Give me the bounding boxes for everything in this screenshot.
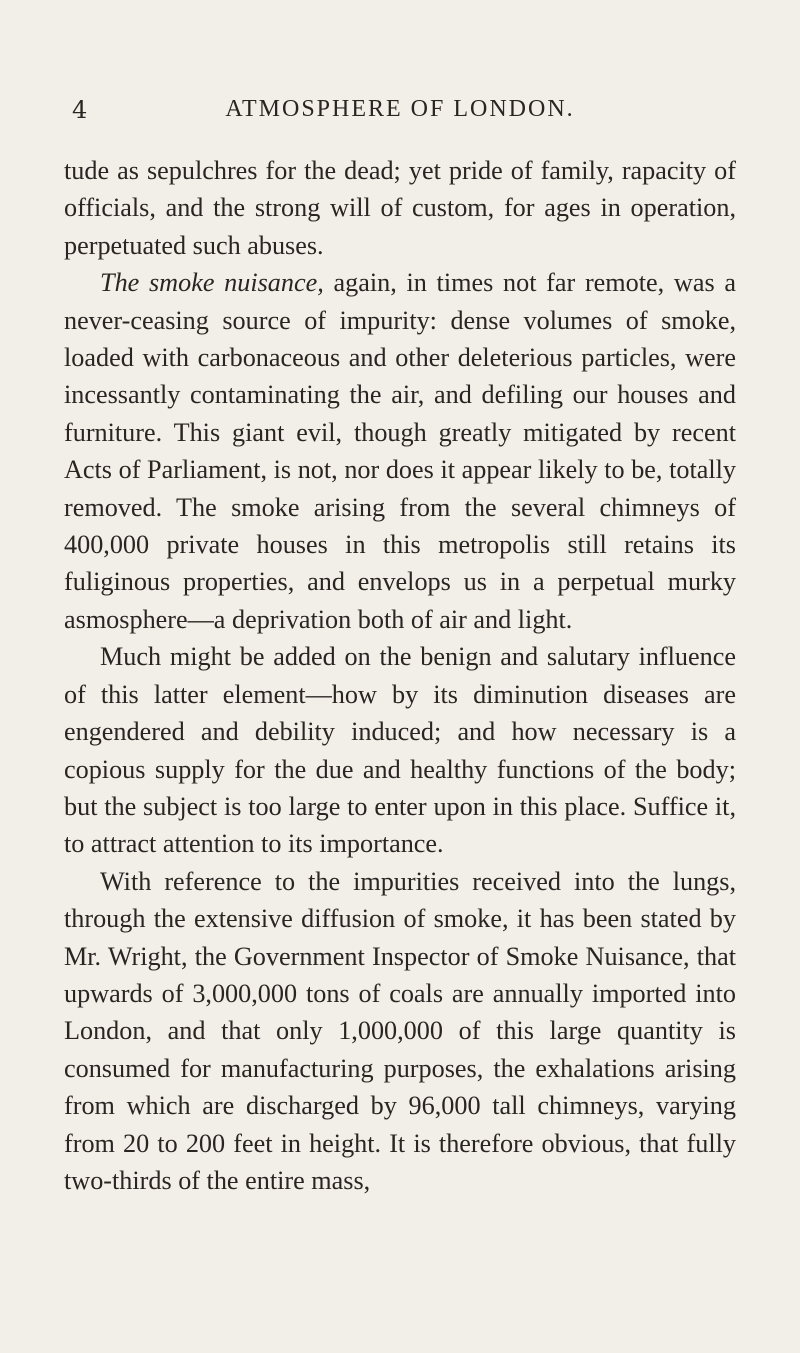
paragraph-4 bbox=[64, 863, 736, 1200]
paragraph-2-italic-lead: The smoke nuisance, bbox=[100, 268, 324, 298]
paragraph-4-text: With reference to the impurities received into the lungs, through the extensive diffusion of smoke, it has been stated by Mr. Wright, the Government Inspector of Smoke Nuisance, that upwards of 3,000,000 tons of coals are annually imported into London, and that only 1,000,000 of this large quantity is consumed for manufacturing purposes, the exhalations arising from which are discharged by 96,000 tall chimneys, varying from 20 to 200 feet in height. It is therefore obvious, that fully two-thirds of the entire mass, bbox=[64, 866, 736, 1195]
body-text bbox=[64, 152, 736, 1199]
paragraph-2 bbox=[64, 264, 736, 638]
paragraph-2-text: again, in times not far remote, was a never-ceasing source of impurity: dense volumes of smoke, loaded with carbonaceous and other deleterious particles, were incessantly contaminating the air, and defiling our houses and furniture. This giant evil, though greatly mitigated by recent Acts of Parliament, is not, nor does it appear likely to be, totally removed. The smoke arising from the several chimneys of 400,000 private houses in this metropolis still retains its fuliginous properties, and envelops us in a perpetual murky asmosphere—a deprivation both of air and light. bbox=[64, 268, 736, 634]
paragraph-1-text: tude as sepulchres for the dead; yet pride of family, rapacity of officials, and the strong will of custom, for ages in operation, perpetuated such abuses. bbox=[64, 156, 736, 260]
paragraph-3-text: Much might be added on the benign and salutary influence of this latter element—how by its diminution diseases are engendered and debility induced; and how necessary is a copious supply for the due and healthy functions of the body; but the subject is too large to enter upon in this place. Suffice it, to attract attention to its importance. bbox=[64, 642, 736, 859]
page-number: 4 bbox=[72, 96, 89, 124]
running-title: ATMOSPHERE OF LONDON. bbox=[225, 96, 575, 122]
paragraph-3 bbox=[64, 638, 736, 862]
paragraph-1 bbox=[64, 152, 736, 264]
running-head bbox=[64, 96, 736, 136]
